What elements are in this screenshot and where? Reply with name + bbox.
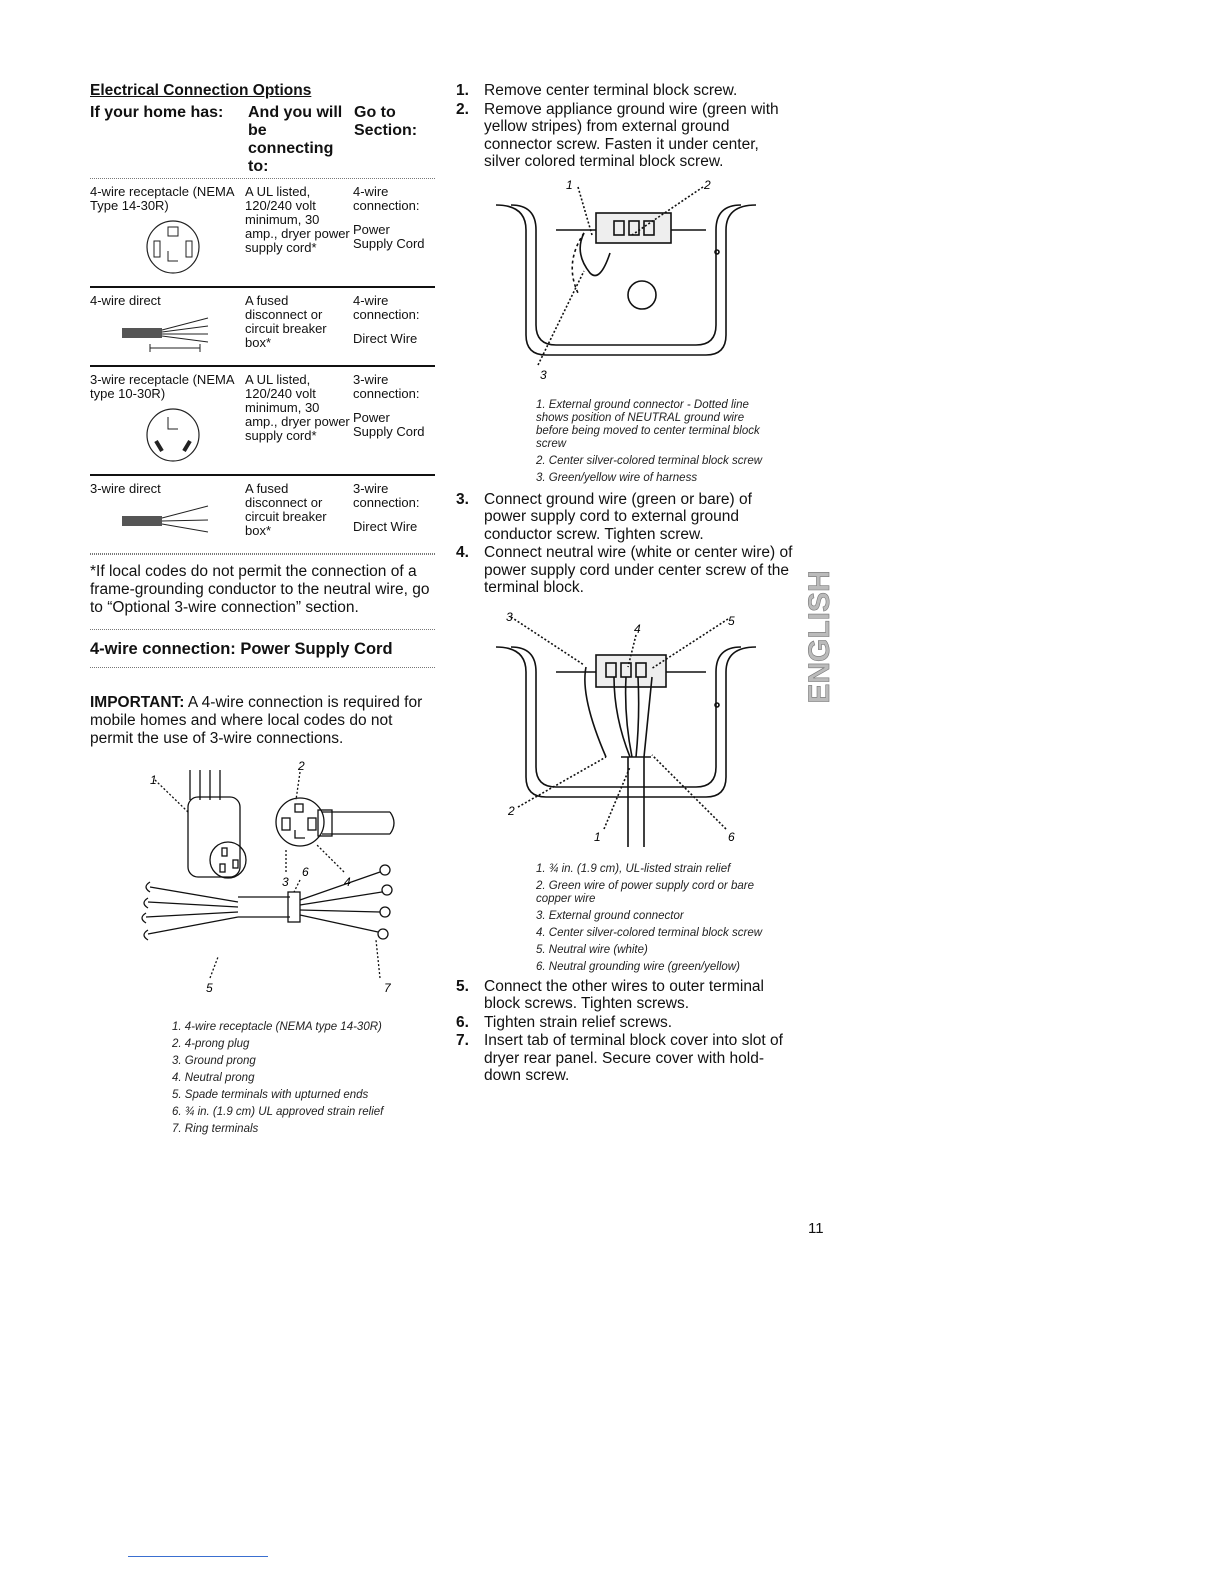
english-tab-graphic: [802, 545, 836, 730]
caption-item: 2. Center silver-colored terminal block screw: [536, 454, 763, 467]
left-column: [90, 82, 435, 1140]
direct-wire-3-icon: [120, 502, 210, 542]
fig-label-2: 2: [298, 759, 305, 773]
plug-cord-diagram: [90, 752, 435, 1017]
important-note: [90, 694, 435, 748]
fig2-label-5: 5: [728, 613, 735, 628]
caption-item: 3. Ground prong: [172, 1055, 256, 1067]
terminal-block-figure-2: [456, 607, 796, 857]
fig2-caption: [536, 863, 786, 974]
fig-label-1: 1: [150, 773, 157, 787]
fig-label-7: 7: [384, 981, 391, 995]
fig-label-4: 4: [344, 875, 351, 889]
row-section-b: Direct Wire: [353, 331, 418, 346]
fig1-caption: [536, 399, 776, 485]
row-section-b: Power Supply Cord: [353, 222, 425, 251]
right-column: [456, 82, 796, 1086]
step-item: 2. Remove appliance ground wire (green with yellow stripes) from external ground connector screw. Fasten it under center, silver colored terminal block screw.: [456, 100, 779, 170]
caption-item: 2. 4-prong plug: [172, 1038, 250, 1050]
header-connecting-to: And you will be connecting to:: [248, 104, 343, 175]
caption-item: 3. Green/yellow wire of harness: [536, 471, 698, 484]
steps-list-b: [456, 491, 796, 597]
table-row: [90, 179, 435, 288]
header-go-to: Go to Section:: [354, 104, 418, 139]
row-home-has: 3-wire receptacle (NEMA type 10-30R): [90, 372, 234, 401]
page-number: 11: [808, 1220, 824, 1237]
direct-wire-icon: [120, 314, 210, 354]
caption-item: 5. Spade terminals with upturned ends: [172, 1089, 369, 1101]
row-connecting-to: A UL listed, 120/240 volt minimum, 30 amp., dryer power supply cord*: [245, 184, 350, 255]
row-connecting-to: A fused disconnect or circuit breaker box*: [245, 481, 327, 538]
fig-label-3: 3: [282, 875, 289, 889]
fig1-label-2: 2: [704, 177, 711, 192]
fig2-label-2: 2: [508, 803, 515, 818]
footnote: *If local codes do not permit the connection of a frame-grounding conductor to the neutral wire, go to “Optional 3-wire connection” section.: [90, 563, 435, 630]
steps-list-a: [456, 82, 796, 171]
row-section-a: 4-wire connection:: [353, 184, 420, 213]
side-tab-label: ENGLISH: [802, 570, 836, 704]
caption-item: 2. Green wire of power supply cord or bare copper wire: [536, 879, 754, 905]
table-row: [90, 476, 435, 554]
row-section-b: Direct Wire: [353, 519, 418, 534]
fig2-label-1: 1: [594, 829, 601, 844]
caption-item: 1. External ground connector - Dotted line shows position of NEUTRAL ground wire before being moved to center terminal block screw: [536, 398, 760, 450]
important-label: IMPORTANT:: [90, 694, 185, 711]
fig1-label-3: 3: [540, 367, 547, 382]
table-row: [90, 367, 435, 476]
row-section-b: Power Supply Cord: [353, 410, 425, 439]
fig2-label-6: 6: [728, 829, 735, 844]
step-item: 1. Remove center terminal block screw.: [456, 82, 738, 99]
row-connecting-to: A UL listed, 120/240 volt minimum, 30 amp., dryer power supply cord*: [245, 372, 350, 443]
row-section-a: 3-wire connection:: [353, 481, 420, 510]
subsection-heading: 4-wire connection: Power Supply Cord: [90, 640, 435, 668]
fig1-label-1: 1: [566, 177, 573, 192]
step-item: 7. Insert tab of terminal block cover into slot of dryer rear panel. Secure cover with hold-down screw.: [456, 1032, 783, 1084]
header-home-has: If your home has:: [90, 104, 224, 121]
terminal-block-diagram-2: [456, 607, 796, 857]
footer-rule: [128, 1556, 268, 1557]
plug-cord-caption: [172, 1021, 435, 1136]
receptacle-10-30r-icon: [138, 407, 208, 463]
step-item: 6. Tighten strain relief screws.: [456, 1013, 673, 1031]
caption-item: 6. Neutral grounding wire (green/yellow): [536, 960, 740, 973]
table-row: [90, 288, 435, 367]
row-section-a: 4-wire connection:: [353, 293, 420, 322]
terminal-block-diagram-1: [456, 175, 796, 395]
step-item: 5. Connect the other wires to outer terminal block screws. Tighten screws.: [456, 977, 764, 1012]
table-header: [90, 104, 435, 179]
fig-label-5: 5: [206, 981, 213, 995]
step-item: 4. Connect neutral wire (white or center wire) of power supply cord under center screw of the terminal block.: [456, 544, 793, 596]
caption-item: 5. Neutral wire (white): [536, 943, 648, 956]
caption-item: 6. ¾ in. (1.9 cm) UL approved strain relief: [172, 1106, 384, 1118]
caption-item: 7. Ring terminals: [172, 1123, 259, 1135]
language-side-tab: [802, 545, 836, 730]
row-home-has: 4-wire receptacle (NEMA Type 14-30R): [90, 184, 234, 213]
row-section-a: 3-wire connection:: [353, 372, 420, 401]
terminal-block-figure-1: [456, 175, 796, 395]
fig2-label-3: 3: [506, 609, 513, 624]
important-text: A 4-wire connection is required for mobile homes and where local codes do not permit the use of 3-wire connections.: [90, 694, 423, 747]
plug-cord-figure: [90, 752, 435, 1017]
row-home-has: 3-wire direct: [90, 481, 161, 496]
caption-item: 1. 4-wire receptacle (NEMA type 14-30R): [172, 1021, 382, 1033]
caption-item: 4. Center silver-colored terminal block screw: [536, 926, 763, 939]
fig2-label-4: 4: [634, 621, 641, 636]
caption-item: 4. Neutral prong: [172, 1072, 255, 1084]
row-connecting-to: A fused disconnect or circuit breaker box*: [245, 293, 327, 350]
step-item: 3. Connect ground wire (green or bare) of power supply cord to external ground conductor screw. Tighten screw.: [456, 490, 752, 543]
options-table: [90, 104, 435, 555]
receptacle-14-30r-icon: [138, 219, 208, 275]
caption-item: 3. External ground connector: [536, 909, 684, 922]
steps-list-c: [456, 978, 796, 1085]
row-home-has: 4-wire direct: [90, 293, 161, 308]
caption-item: 1. ¾ in. (1.9 cm), UL-listed strain relief: [536, 862, 731, 875]
fig-label-6: 6: [302, 865, 309, 879]
section-title: Electrical Connection Options: [90, 82, 312, 99]
